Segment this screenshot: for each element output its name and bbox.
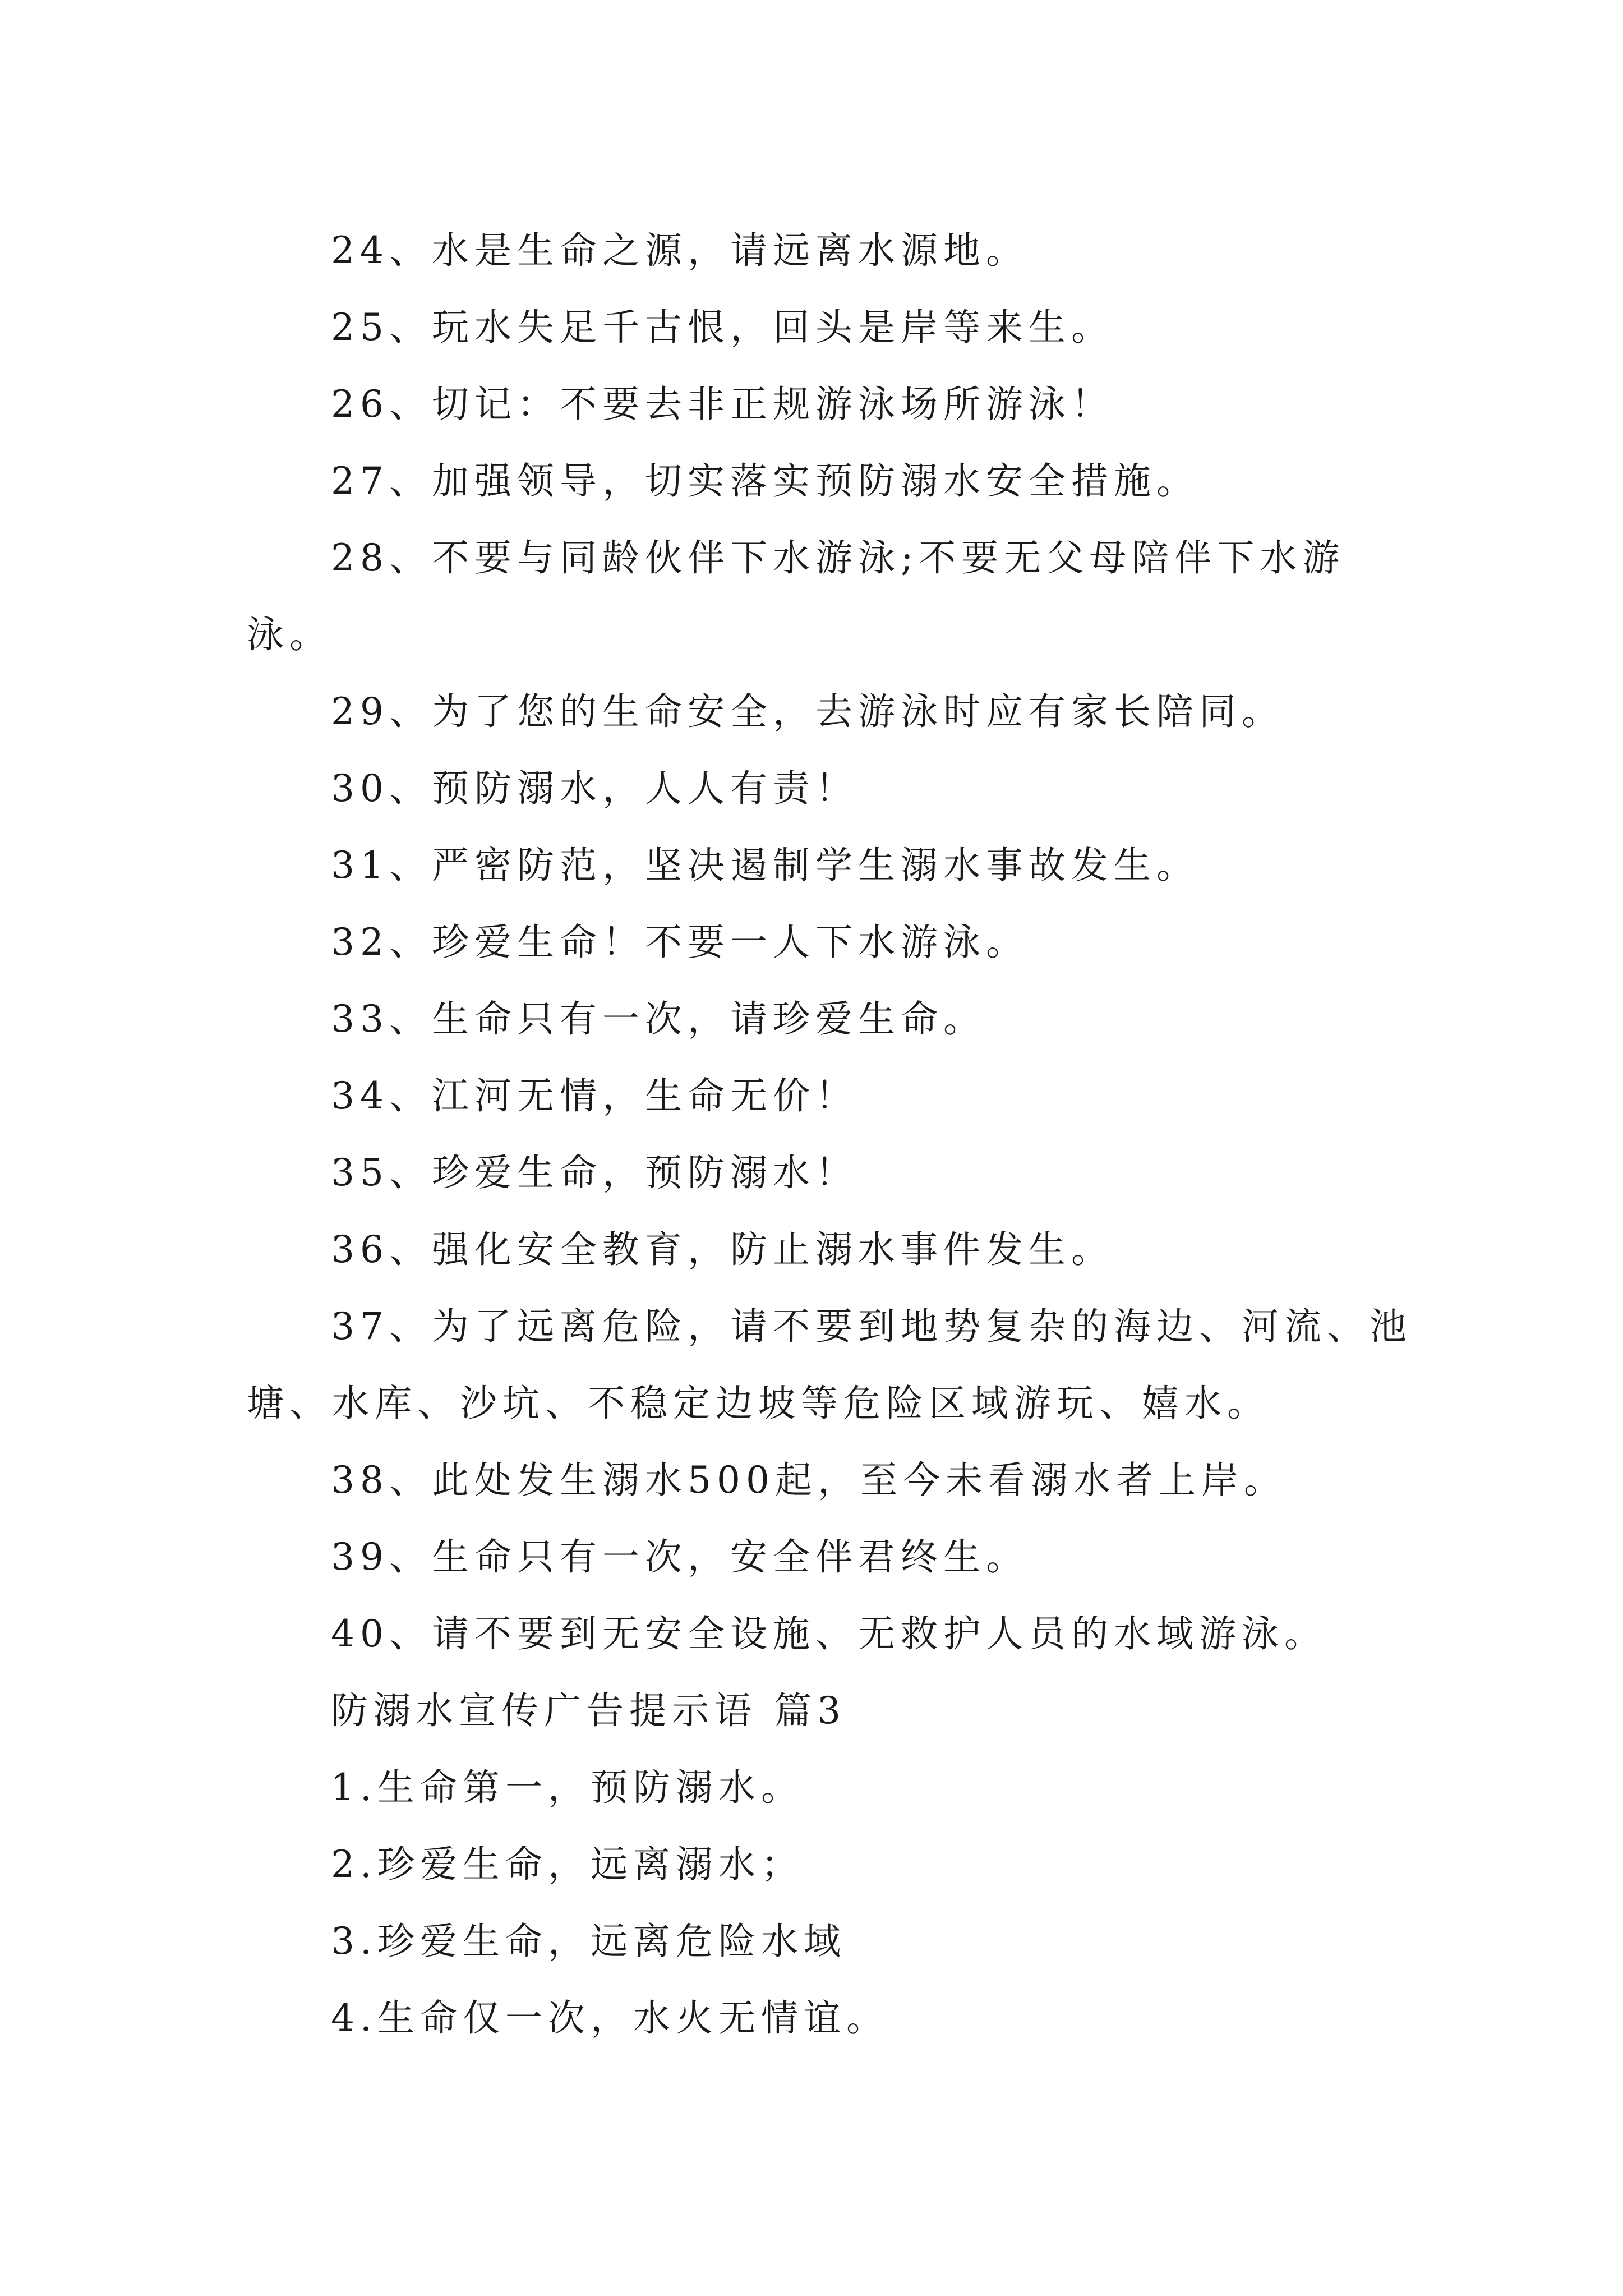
paragraph: 24、水是生命之源，请远离水源地。 [331,229,1029,272]
paragraph: 32、珍爱生命！不要一人下水游泳。 [331,921,1029,964]
document-body [247,212,1424,2056]
paragraph: 37、为了远离危险，请不要到地势复杂的海边、河流、池塘、水库、沙坑、不稳定边坡等危险区域游玩、嬉水。 [247,1305,1412,1425]
paragraph: 28、不要与同龄伙伴下水游泳;不要无父母陪伴下水游泳。 [247,536,1345,656]
paragraph: 27、加强领导，切实落实预防溺水安全措施。 [331,459,1199,503]
paragraph: 2.珍爱生命，远离溺水； [331,1843,804,1886]
paragraph: 29、为了您的生命安全，去游泳时应有家长陪同。 [331,690,1284,733]
paragraph: 26、切记：不要去非正规游泳场所游泳！ [331,383,1114,426]
paragraph: 36、强化安全教育，防止溺水事件发生。 [331,1228,1114,1271]
paragraph: 38、此处发生溺水500起，至今未看溺水者上岸。 [331,1458,1287,1502]
paragraph: 25、玩水失足千古恨，回头是岸等来生。 [331,306,1114,349]
paragraph: 34、江河无情，生命无价！ [331,1074,858,1117]
paragraph: 30、预防溺水，人人有责！ [331,767,858,810]
paragraph: 31、严密防范，坚决遏制学生溺水事故发生。 [331,844,1199,887]
paragraph: 40、请不要到无安全设施、无救护人员的水域游泳。 [331,1612,1327,1655]
section-heading: 防溺水宣传广告提示语 篇3 [331,1689,846,1732]
paragraph: 4.生命仅一次，水火无情谊。 [331,1996,889,2040]
paragraph: 39、生命只有一次，安全伴君终生。 [331,1535,1029,1579]
paragraph: 1.生命第一，预防溺水。 [331,1766,804,1809]
paragraph: 35、珍爱生命，预防溺水！ [331,1151,858,1194]
paragraph: 3.珍爱生命，远离危险水域 [331,1920,846,1963]
paragraph: 33、生命只有一次，请珍爱生命。 [331,997,986,1041]
